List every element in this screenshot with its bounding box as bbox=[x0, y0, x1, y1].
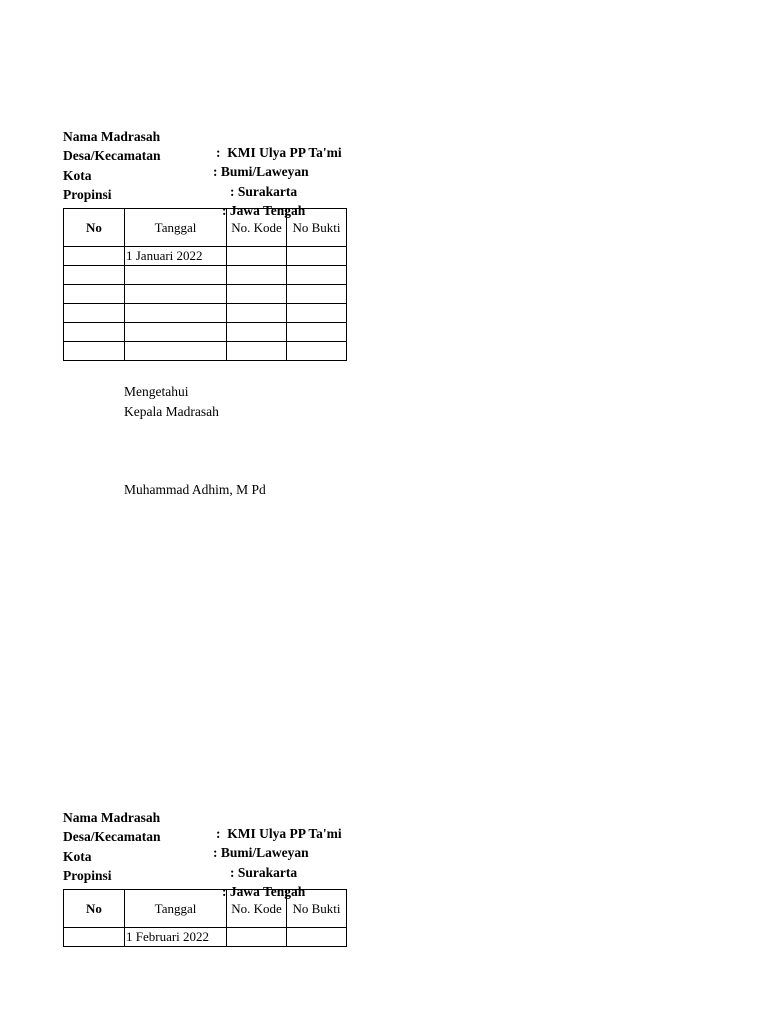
table-row bbox=[64, 247, 347, 266]
column-header-kode: No. Kode bbox=[227, 209, 287, 247]
info-value: : Bumi/Laweyan bbox=[213, 164, 309, 179]
info-label: Nama Madrasah bbox=[63, 129, 161, 144]
table-cell bbox=[287, 342, 347, 361]
info-value: : KMI Ulya PP Ta'mi bbox=[216, 145, 342, 160]
table-header-row bbox=[64, 890, 347, 928]
table-cell bbox=[64, 266, 125, 285]
table-cell bbox=[125, 342, 227, 361]
info-value: : Bumi/Laweyan bbox=[213, 845, 309, 860]
data-table-1 bbox=[63, 208, 347, 361]
table-cell bbox=[64, 285, 125, 304]
column-header-bukti: No Bukti bbox=[287, 209, 347, 247]
table-cell bbox=[287, 285, 347, 304]
table-cell bbox=[287, 928, 347, 947]
table-row bbox=[64, 342, 347, 361]
column-header-no: No bbox=[64, 209, 125, 247]
info-label: Nama Madrasah bbox=[63, 810, 161, 825]
table-row bbox=[64, 266, 347, 285]
table-row bbox=[64, 323, 347, 342]
table-cell bbox=[227, 247, 287, 266]
table-cell: 1 Januari 2022 bbox=[125, 247, 227, 266]
table-cell bbox=[227, 928, 287, 947]
table-cell bbox=[287, 304, 347, 323]
info-label: Kota bbox=[63, 168, 92, 183]
table-cell bbox=[125, 323, 227, 342]
signature-line-2: Kepala Madrasah bbox=[124, 404, 219, 419]
column-header-tanggal: Tanggal bbox=[125, 209, 227, 247]
table-cell bbox=[227, 323, 287, 342]
info-label: Desa/Kecamatan bbox=[63, 148, 161, 163]
table-cell bbox=[64, 323, 125, 342]
signature-line-1: Mengetahui bbox=[124, 384, 189, 399]
table-cell bbox=[227, 285, 287, 304]
table-cell bbox=[227, 342, 287, 361]
signature-name: Muhammad Adhim, M Pd bbox=[124, 482, 266, 497]
info-label: Kota bbox=[63, 849, 92, 864]
info-value: : Surakarta bbox=[230, 865, 298, 880]
table-cell bbox=[125, 266, 227, 285]
column-header-kode: No. Kode bbox=[227, 890, 287, 928]
table-cell bbox=[287, 247, 347, 266]
table-row bbox=[64, 304, 347, 323]
table-row bbox=[64, 285, 347, 304]
table-cell bbox=[227, 266, 287, 285]
data-table-2 bbox=[63, 889, 347, 947]
column-header-tanggal: Tanggal bbox=[125, 890, 227, 928]
table-cell bbox=[64, 342, 125, 361]
table-cell: 1 Februari 2022 bbox=[125, 928, 227, 947]
info-value: : Jawa Tengah bbox=[222, 884, 306, 899]
column-header-no: No bbox=[64, 890, 125, 928]
table-row bbox=[64, 928, 347, 947]
table-cell bbox=[125, 285, 227, 304]
info-value: : Jawa Tengah bbox=[222, 203, 306, 218]
column-header-bukti: No Bukti bbox=[287, 890, 347, 928]
table-cell bbox=[287, 323, 347, 342]
table-cell bbox=[287, 266, 347, 285]
info-label: Desa/Kecamatan bbox=[63, 829, 161, 844]
table-cell bbox=[64, 247, 125, 266]
info-label: Propinsi bbox=[63, 868, 112, 883]
table-cell bbox=[125, 304, 227, 323]
table-header-row bbox=[64, 209, 347, 247]
info-label: Propinsi bbox=[63, 187, 112, 202]
info-value: : KMI Ulya PP Ta'mi bbox=[216, 826, 342, 841]
table-cell bbox=[64, 304, 125, 323]
info-value: : Surakarta bbox=[230, 184, 298, 199]
table-cell bbox=[227, 304, 287, 323]
table-cell bbox=[64, 928, 125, 947]
